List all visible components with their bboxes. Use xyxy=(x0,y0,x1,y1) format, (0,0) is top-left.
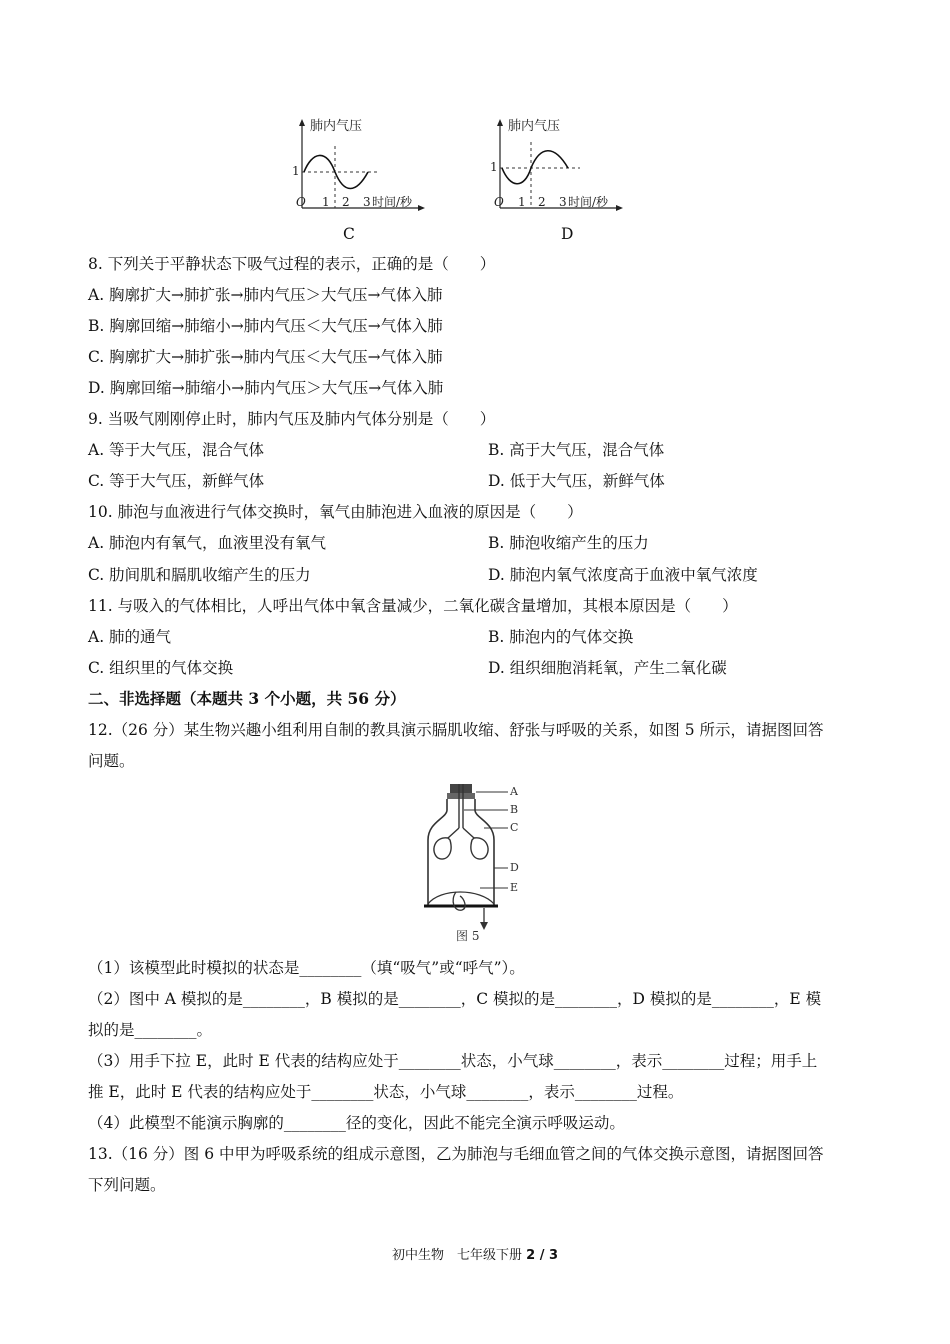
x-tick-3: 3 xyxy=(363,195,371,209)
q9-option-b: B. 高于大气压，混合气体 xyxy=(488,441,665,459)
right-balloon xyxy=(471,838,488,859)
x-tick-2: 2 xyxy=(342,195,350,209)
graph-c-caption: C xyxy=(343,225,355,243)
graph-c xyxy=(290,116,430,216)
q10-stem: 10. 肺泡与血液进行气体交换时，氧气由肺泡进入血液的原因是（ ） xyxy=(88,503,583,521)
q11-option-c: C. 组织里的气体交换 xyxy=(88,659,234,677)
q12-part2-line2: 拟的是________。 xyxy=(88,1021,213,1039)
figure-5-bell-jar-model xyxy=(420,780,550,946)
y-axis-arrow xyxy=(299,119,305,126)
q10-option-a: A. 肺泡内有氧气，血液里没有氧气 xyxy=(88,534,327,552)
q12-part1: （1）该模型此时模拟的状态是________（填“吸气”或“呼气”）。 xyxy=(88,959,525,977)
q8-stem: 8. 下列关于平静状态下吸气过程的表示，正确的是（ ） xyxy=(88,255,496,273)
q8-option-c: C. 胸廓扩大→肺扩张→肺内气压＜大气压→气体入肺 xyxy=(88,348,443,366)
section-2-heading: 二、非选择题（本题共 3 个小题，共 56 分） xyxy=(88,689,406,708)
pressure-curve xyxy=(502,151,568,184)
y-tick-1: 1 xyxy=(490,160,498,174)
x-axis-arrow xyxy=(418,205,425,211)
label-b: B xyxy=(510,803,519,816)
graph-d xyxy=(488,116,628,216)
q12-part4: （4）此模型不能演示胸廓的________径的变化，因此不能完全演示呼吸运动。 xyxy=(88,1114,625,1132)
q13-stem-line1: 13.（16 分）图 6 中甲为呼吸系统的组成示意图，乙为肺泡与毛细血管之间的气体交换示意图，请据图回答 xyxy=(88,1145,824,1163)
right-branch xyxy=(463,828,474,838)
rubber-membrane xyxy=(428,892,494,904)
q11-stem: 11. 与吸入的气体相比，人呼出气体中氧含量减少，二氧化碳含量增加，其根本原因是（ ） xyxy=(88,597,738,615)
stopper-base xyxy=(447,793,475,799)
x-tick-1: 1 xyxy=(322,195,330,209)
x-axis-label: 时间/秒 xyxy=(372,195,413,209)
label-a: A xyxy=(510,785,518,798)
x-tick-1: 1 xyxy=(518,195,526,209)
q8-option-b: B. 胸廓回缩→肺缩小→肺内气压＜大气压→气体入肺 xyxy=(88,317,443,335)
q12-part3-line1: （3）用手下拉 E，此时 E 代表的结构应处于________状态，小气球________，表示________过程；用手上 xyxy=(88,1052,818,1070)
bell-jar-drawing xyxy=(420,780,550,946)
q8-option-a: A. 胸廓扩大→肺扩张→肺内气压＞大气压→气体入肺 xyxy=(88,286,443,304)
origin-label: O xyxy=(296,195,306,209)
stopper xyxy=(450,784,472,794)
label-c: C xyxy=(510,821,519,834)
q9-stem: 9. 当吸气刚刚停止时，肺内气压及肺内气体分别是（ ） xyxy=(88,410,496,428)
x-axis-label: 时间/秒 xyxy=(568,195,609,209)
label-d: D xyxy=(510,861,519,874)
figure-5-caption: 图 5 xyxy=(456,929,480,943)
footer-text: 初中生物 七年级下册 xyxy=(391,1248,527,1263)
graph-title: 肺内气压 xyxy=(310,119,363,134)
page-footer xyxy=(0,1248,950,1264)
x-axis-arrow xyxy=(616,205,623,211)
q9-option-d: D. 低于大气压，新鲜气体 xyxy=(488,472,665,490)
q12-stem-line2: 问题。 xyxy=(88,752,135,770)
graph-d-caption: D xyxy=(561,225,574,243)
q9-option-a: A. 等于大气压，混合气体 xyxy=(88,441,265,459)
q9-option-c: C. 等于大气压，新鲜气体 xyxy=(88,472,265,490)
q13-stem-line2: 下列问题。 xyxy=(88,1176,166,1194)
q11-option-d: D. 组织细胞消耗氧，产生二氧化碳 xyxy=(488,659,727,677)
origin-label: O xyxy=(494,195,504,209)
x-tick-3: 3 xyxy=(559,195,567,209)
x-tick-2: 2 xyxy=(538,195,546,209)
graph-title: 肺内气压 xyxy=(508,119,561,134)
y-axis-arrow xyxy=(497,119,503,126)
q12-stem-line1: 12.（26 分）某生物兴趣小组利用自制的教具演示膈肌收缩、舒张与呼吸的关系，如图 5 所示，请据图回答 xyxy=(88,721,824,739)
left-balloon xyxy=(434,838,451,859)
q11-option-b: B. 肺泡内的气体交换 xyxy=(488,628,634,646)
left-branch xyxy=(448,828,459,838)
q10-option-b: B. 肺泡收缩产生的压力 xyxy=(488,534,649,552)
q10-option-d: D. 肺泡内氧气浓度高于血液中氧气浓度 xyxy=(488,566,758,584)
q12-part3-line2: 推 E，此时 E 代表的结构应处于________状态，小气球________，表示________过程。 xyxy=(88,1083,684,1101)
jar-body xyxy=(428,799,494,906)
q8-option-d: D. 胸廓回缩→肺缩小→肺内气压＞大气压→气体入肺 xyxy=(88,379,444,397)
q12-part2-line1: （2）图中 A 模拟的是________，B 模拟的是________，C 模拟的是________，D 模拟的是________，E 模 xyxy=(88,990,822,1008)
y-tick-1: 1 xyxy=(292,164,300,178)
label-e: E xyxy=(510,881,519,894)
q11-option-a: A. 肺的通气 xyxy=(88,628,172,646)
q10-option-c: C. 肋间肌和膈肌收缩产生的压力 xyxy=(88,566,311,584)
pull-arrow-head xyxy=(480,922,488,930)
page-number: 2 / 3 xyxy=(526,1248,559,1263)
